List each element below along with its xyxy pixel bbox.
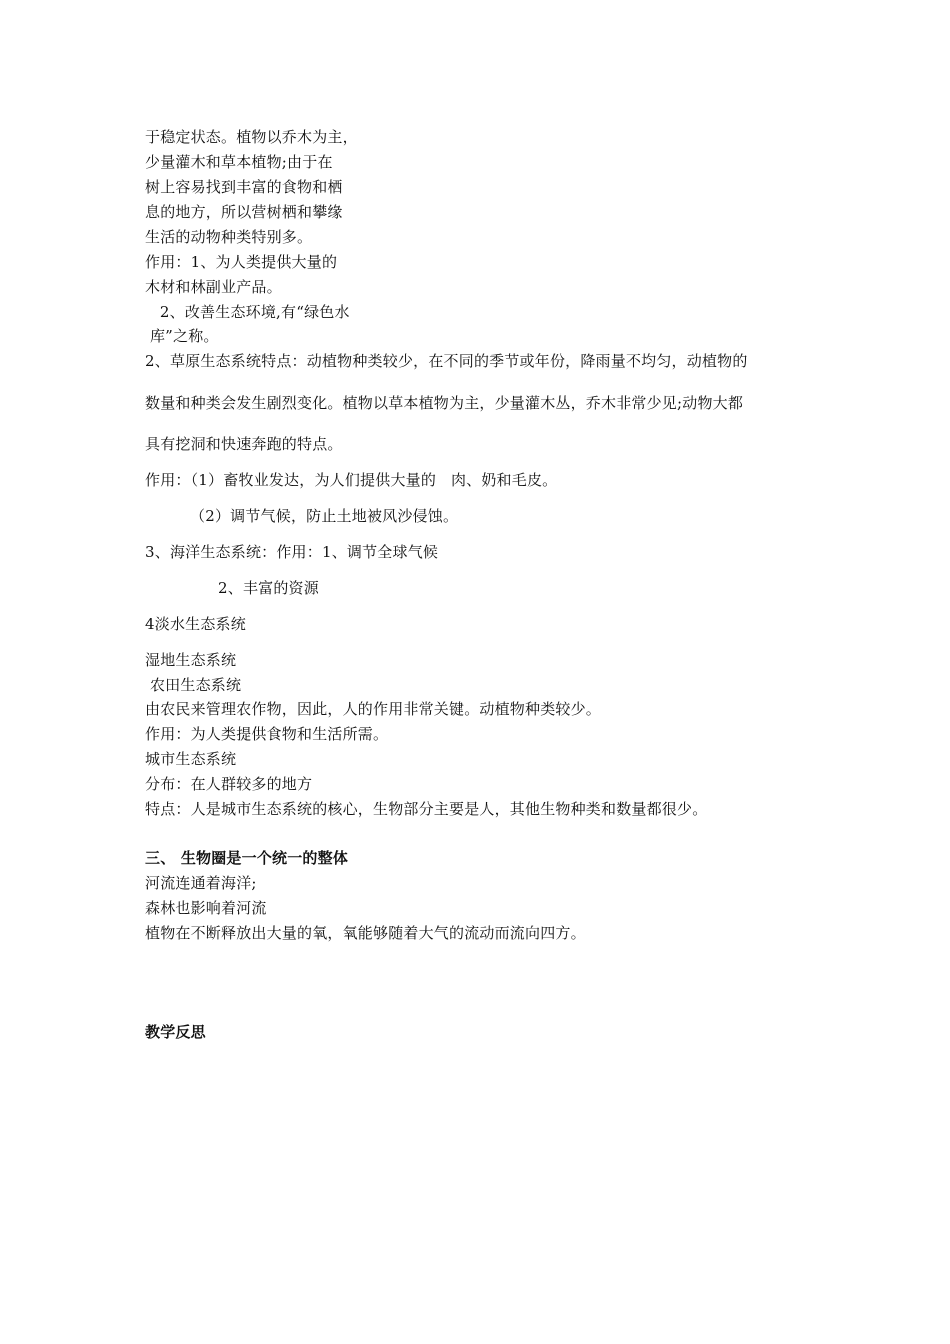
forest-line-4: 息的地方，所以营树栖和攀缘 — [145, 203, 343, 221]
forest-use-line-2: 木材和林副业产品。 — [145, 278, 282, 296]
section-3-line-2: 森林也影响着河流 — [145, 899, 267, 917]
farmland-title: 农田生态系统 — [145, 676, 242, 694]
ocean-line-2: 2、丰富的资源 — [218, 579, 319, 597]
wetland-title: 湿地生态系统 — [145, 651, 237, 669]
grassland-use-1: 作用：（1）畜牧业发达，为人们提供大量的 肉、奶和毛皮。 — [145, 471, 558, 489]
forest-use-line-1: 作用：1、为人类提供大量的 — [145, 253, 338, 271]
forest-line-5: 生活的动物种类特别多。 — [145, 228, 313, 246]
city-title: 城市生态系统 — [145, 750, 237, 768]
farmland-desc: 由农民来管理农作物，因此，人的作用非常关键。动植物种类较少。 — [145, 700, 602, 718]
grassland-line-1: 2、草原生态系统特点：动植物种类较少，在不同的季节或年份，降雨量不均匀，动植物的 — [145, 352, 748, 370]
grassland-line-3: 具有挖洞和快速奔跑的特点。 — [145, 435, 343, 453]
ocean-line-1: 3、海洋生态系统：作用：1、调节全球气候 — [145, 543, 439, 561]
forest-line-1: 于稳定状态。植物以乔木为主， — [145, 128, 358, 146]
farmland-use: 作用：为人类提供食物和生活所需。 — [145, 725, 389, 743]
forest-use-line-3: 2、改善生态环境,有“绿色水 — [145, 303, 350, 321]
forest-line-3: 树上容易找到丰富的食物和栖 — [145, 178, 343, 196]
forest-use-line-4: 库”之称。 — [145, 327, 219, 345]
grassland-use-2: （2）调节气候，防止土地被风沙侵蚀。 — [190, 507, 459, 525]
section-3-line-3: 植物在不断释放出大量的氧，氧能够随着大气的流动而流向四方。 — [145, 924, 586, 942]
city-distribution: 分布：在人群较多的地方 — [145, 775, 313, 793]
forest-line-2: 少量灌木和草本植物;由于在 — [145, 153, 333, 171]
reflection-heading: 教学反思 — [145, 1023, 206, 1041]
freshwater-title: 4淡水生态系统 — [145, 615, 246, 633]
section-3-line-1: 河流连通着海洋; — [145, 874, 257, 892]
city-feature: 特点：人是城市生态系统的核心，生物部分主要是人，其他生物种类和数量都很少。 — [145, 800, 708, 818]
section-3-heading: 三、 生物圈是一个统一的整体 — [145, 849, 349, 867]
grassland-line-2: 数量和种类会发生剧烈变化。植物以草本植物为主，少量灌木丛，乔木非常少见;动物大都 — [145, 394, 744, 412]
